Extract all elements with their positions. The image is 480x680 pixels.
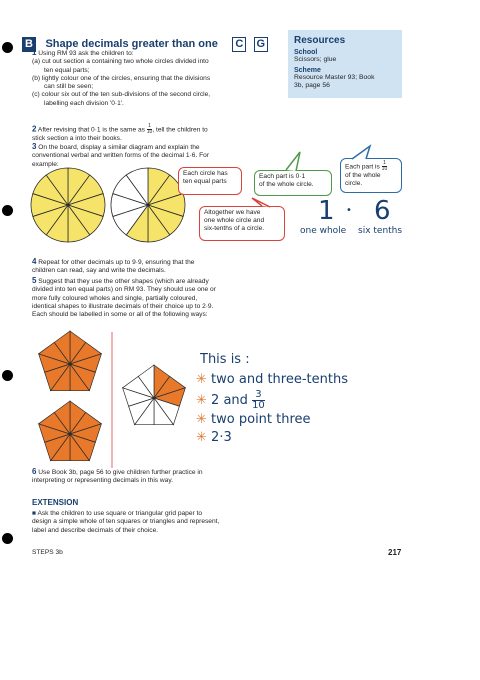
three-tenths-pentagon: [123, 365, 186, 425]
bubble-text: circle.: [345, 180, 363, 187]
step-1-c-cont: labelling each division '0·1'.: [44, 99, 124, 107]
star-icon: ✳: [196, 372, 207, 387]
step-4-text-b: children can read, say and write the decimals.: [32, 267, 166, 275]
star-icon: ✳: [196, 412, 207, 427]
reading-decimal: 2·3: [211, 430, 232, 445]
step-3-text-c: example:: [32, 160, 59, 168]
step-2-text: After revising that 0·1 is the same as: [37, 126, 145, 134]
fraction-one-tenth: $\frac{1}{10}$: [146, 123, 153, 135]
fraction-one-tenth: $\frac{1}{10}$: [381, 160, 388, 172]
step-number: 4: [32, 257, 37, 266]
decimal-point: •: [346, 205, 352, 216]
school-text: Scissors; glue: [294, 56, 337, 63]
bubble-text: of the whole: [345, 172, 381, 179]
reading-words: two and three-tenths: [211, 372, 348, 387]
resources-title: Resources: [294, 35, 346, 46]
reading-point-words: two point three: [211, 412, 311, 427]
bubble-text: Altogether we have: [204, 209, 261, 216]
bubble-text: six-tenths of a circle.: [204, 225, 265, 232]
step-1-b-cont: can still be seen;: [44, 83, 94, 91]
step-number: 2: [32, 124, 37, 134]
reading-mixed-number: 2 and: [211, 393, 248, 408]
star-icon: ✳: [196, 430, 207, 445]
step-4-text: Repeat for other decimals up to 9·9, ensuring that the: [38, 259, 195, 266]
bubble-text: Each part is 0·1: [259, 173, 306, 180]
step-number: 6: [32, 467, 37, 476]
step-1-intro: Using RM 93 ask the children to:: [38, 50, 134, 57]
section-title: Shape decimals greater than one: [45, 38, 218, 50]
step-6-text-b: interpreting or representing decimals in this way.: [32, 477, 173, 485]
page-number: 217: [388, 548, 402, 557]
extension-text-b: design a simple whole of ten squares or triangles and represent,: [32, 518, 220, 526]
bubble-text: one whole circle and: [204, 217, 265, 224]
step-6: [32, 468, 292, 486]
tag-c: C: [232, 37, 246, 52]
school-label: School: [294, 49, 318, 56]
step-5-text-d: identical shapes to illustrate decimals of their choice up to 2·9.: [32, 302, 214, 310]
whole-pentagon: [39, 401, 102, 461]
reading-line-3: [196, 412, 311, 427]
extension-body: [32, 510, 292, 535]
extension-text: Ask the children to use square or triangular grid paper to: [37, 510, 203, 517]
step-number: 1: [32, 48, 37, 57]
step-5-text-e: Each should be labelled in some or all of the following ways:: [32, 311, 208, 319]
bullet-icon: ■: [32, 510, 36, 517]
scheme-label: Scheme: [294, 67, 321, 74]
whole-pentagon: [39, 331, 102, 391]
step-1-c: (c) colour six out of the ten sub-divisions of the second circle,: [32, 91, 211, 99]
section-badge: B: [22, 37, 36, 52]
bubble-text: of the whole circle.: [259, 181, 314, 188]
extension-text-c: label and describe decimals of their choice.: [32, 526, 159, 534]
label-six-tenths: six tenths: [358, 226, 403, 236]
step-1-b: (b) lightly colour one of the circles, ensuring that the divisions: [32, 74, 211, 82]
step-5-text: Suggest that they use the other shapes (which are already: [38, 278, 209, 285]
step-1-a-cont: ten equal parts;: [44, 66, 90, 74]
step-2-text-b: , tell the children to: [152, 126, 208, 134]
step-3-text-b: conventional verbal and written forms of the decimal 1·6. For: [32, 152, 210, 160]
decimal-six: 6: [374, 196, 391, 226]
step-number: 3: [32, 142, 37, 151]
extension-title: EXTENSION: [32, 498, 79, 507]
bubble-text: ten equal parts: [183, 178, 227, 185]
step-3-text: On the board, display a similar diagram and explain the: [38, 144, 200, 151]
step-5: [32, 277, 292, 319]
step-5-text-c: more fully coloured wholes and single, partially coloured,: [32, 294, 198, 302]
step-5-text-b: divided into ten equal parts) on RM 93. They should use one or: [32, 286, 216, 294]
reading-line-2: [196, 390, 265, 411]
step-1-a: (a) cut out section a containing two whole circles divided into: [32, 58, 209, 66]
pentagons-diagram: [28, 330, 198, 470]
footer-series: STEPS 3b: [32, 549, 63, 556]
step-2-text-c: stick section a into their books.: [32, 135, 122, 142]
step-4: [32, 258, 282, 276]
decimal-one: 1: [318, 196, 335, 226]
scheme-text-2: 3b, page 56: [294, 82, 330, 89]
scheme-text-1: Resource Master 93; Book: [294, 74, 375, 81]
bubble-text: Each part is: [345, 163, 380, 171]
reading-line-1: [196, 372, 348, 387]
this-is-label: This is :: [200, 352, 250, 367]
step-6-text: Use Book 3b, page 56 to give children further practice in: [38, 469, 203, 476]
bubble-text: Each circle has: [183, 170, 228, 177]
step-number: 5: [32, 276, 37, 285]
reading-line-4: [196, 430, 232, 445]
tag-g: G: [254, 37, 268, 52]
fraction-three-tenths: $\frac{3}{10}$: [252, 389, 265, 411]
star-icon: ✳: [196, 393, 207, 408]
label-one-whole: one whole: [300, 226, 347, 236]
